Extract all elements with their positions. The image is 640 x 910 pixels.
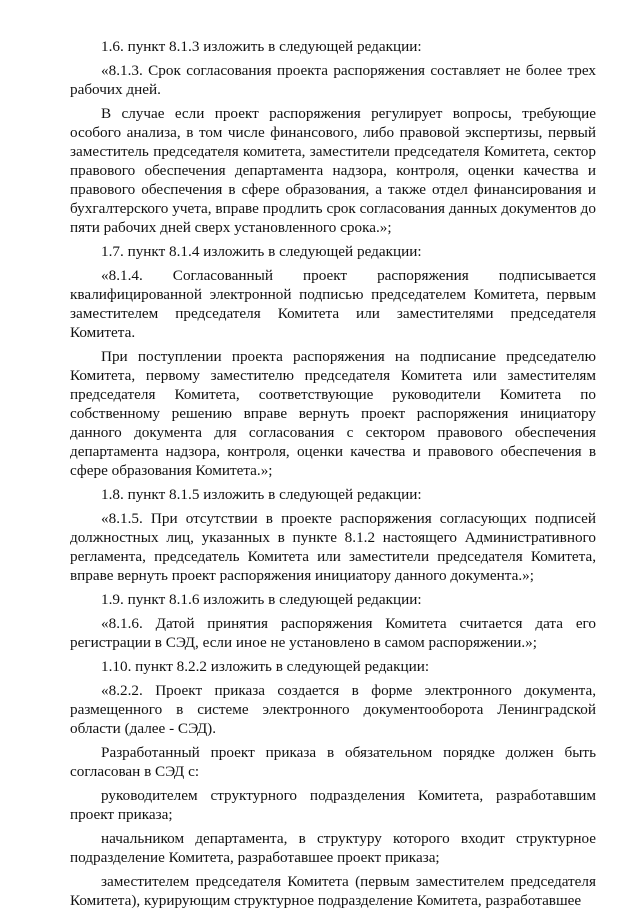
- paragraph-approver-department: начальником департамента, в структуру которого входит структурное подразделение Комитета, разработавшее проект приказа;: [70, 830, 596, 866]
- paragraph-8-1-3: «8.1.3. Срок согласования проекта распоряжения составляет не более трех рабочих дней.: [70, 62, 596, 98]
- paragraph-approval-intro: Разработанный проект приказа в обязательном порядке должен быть согласован в СЭД с:: [70, 744, 596, 780]
- paragraph-approver-head: руководителем структурного подразделения Комитета, разработавшим проект приказа;: [70, 787, 596, 823]
- paragraph-8-1-4: «8.1.4. Согласованный проект распоряжения подписывается квалифицированной электронной подписью председателем Комитета, первым заместителем председателя Комитета или заместителями председателя Комитета.: [70, 267, 596, 341]
- paragraph-8-2-2: «8.2.2. Проект приказа создается в форме электронного документа, размещенного в системе электронного документооборота Ленинградской области (далее - СЭД).: [70, 682, 596, 737]
- paragraph-8-1-6: «8.1.6. Датой принятия распоряжения Комитета считается дата его регистрации в СЭД, если иное не установлено в самом распоряжении.»;: [70, 615, 596, 651]
- paragraph-1-10: 1.10. пункт 8.2.2 изложить в следующей редакции:: [101, 658, 430, 675]
- paragraph-8-1-4-return: При поступлении проекта распоряжения на подписание председателю Комитета, первому заместителю председателя Комитета или заместителям председателя Комитета, соответствующие руководители Комитета по собственному решению вправе вернуть проект распоряжения инициатору данного документа для согласования с сектором правового обеспечения департамента надзора, контроля, оценки качества и правового обеспечения в сфере образования Комитета.»;: [70, 348, 596, 479]
- paragraph-1-8: 1.8. пункт 8.1.5 изложить в следующей редакции:: [101, 486, 422, 503]
- paragraph-1-6: 1.6. пункт 8.1.3 изложить в следующей редакции:: [101, 38, 422, 55]
- paragraph-1-7: 1.7. пункт 8.1.4 изложить в следующей редакции:: [101, 243, 422, 260]
- paragraph-8-1-5: «8.1.5. При отсутствии в проекте распоряжения согласующих подписей должностных лиц, указанных в пункте 8.1.2 настоящего Административного регламента, председатель Комитета или заместители председателя Комитета, вправе вернуть проект распоряжения инициатору данного документа.»;: [70, 510, 596, 584]
- paragraph-approver-deputy: заместителем председателя Комитета (первым заместителем председателя Комитета), курирующим структурное подразделение Комитета, разработавшее: [70, 873, 596, 909]
- paragraph-1-9: 1.9. пункт 8.1.6 изложить в следующей редакции:: [101, 591, 422, 608]
- paragraph-8-1-3-extension: В случае если проект распоряжения регулирует вопросы, требующие особого анализа, в том числе финансового, либо правовой экспертизы, первый заместитель председателя комитета, заместители председателя Комитета, сектор правового обеспечения департамента надзора, контроля, оценки качества и правового обеспечения в сфере образования, а также отдел финансирования и бухгалтерского учета, вправе продлить срок согласования данных документов до пяти рабочих дней сверх установленного срока.»;: [70, 105, 596, 236]
